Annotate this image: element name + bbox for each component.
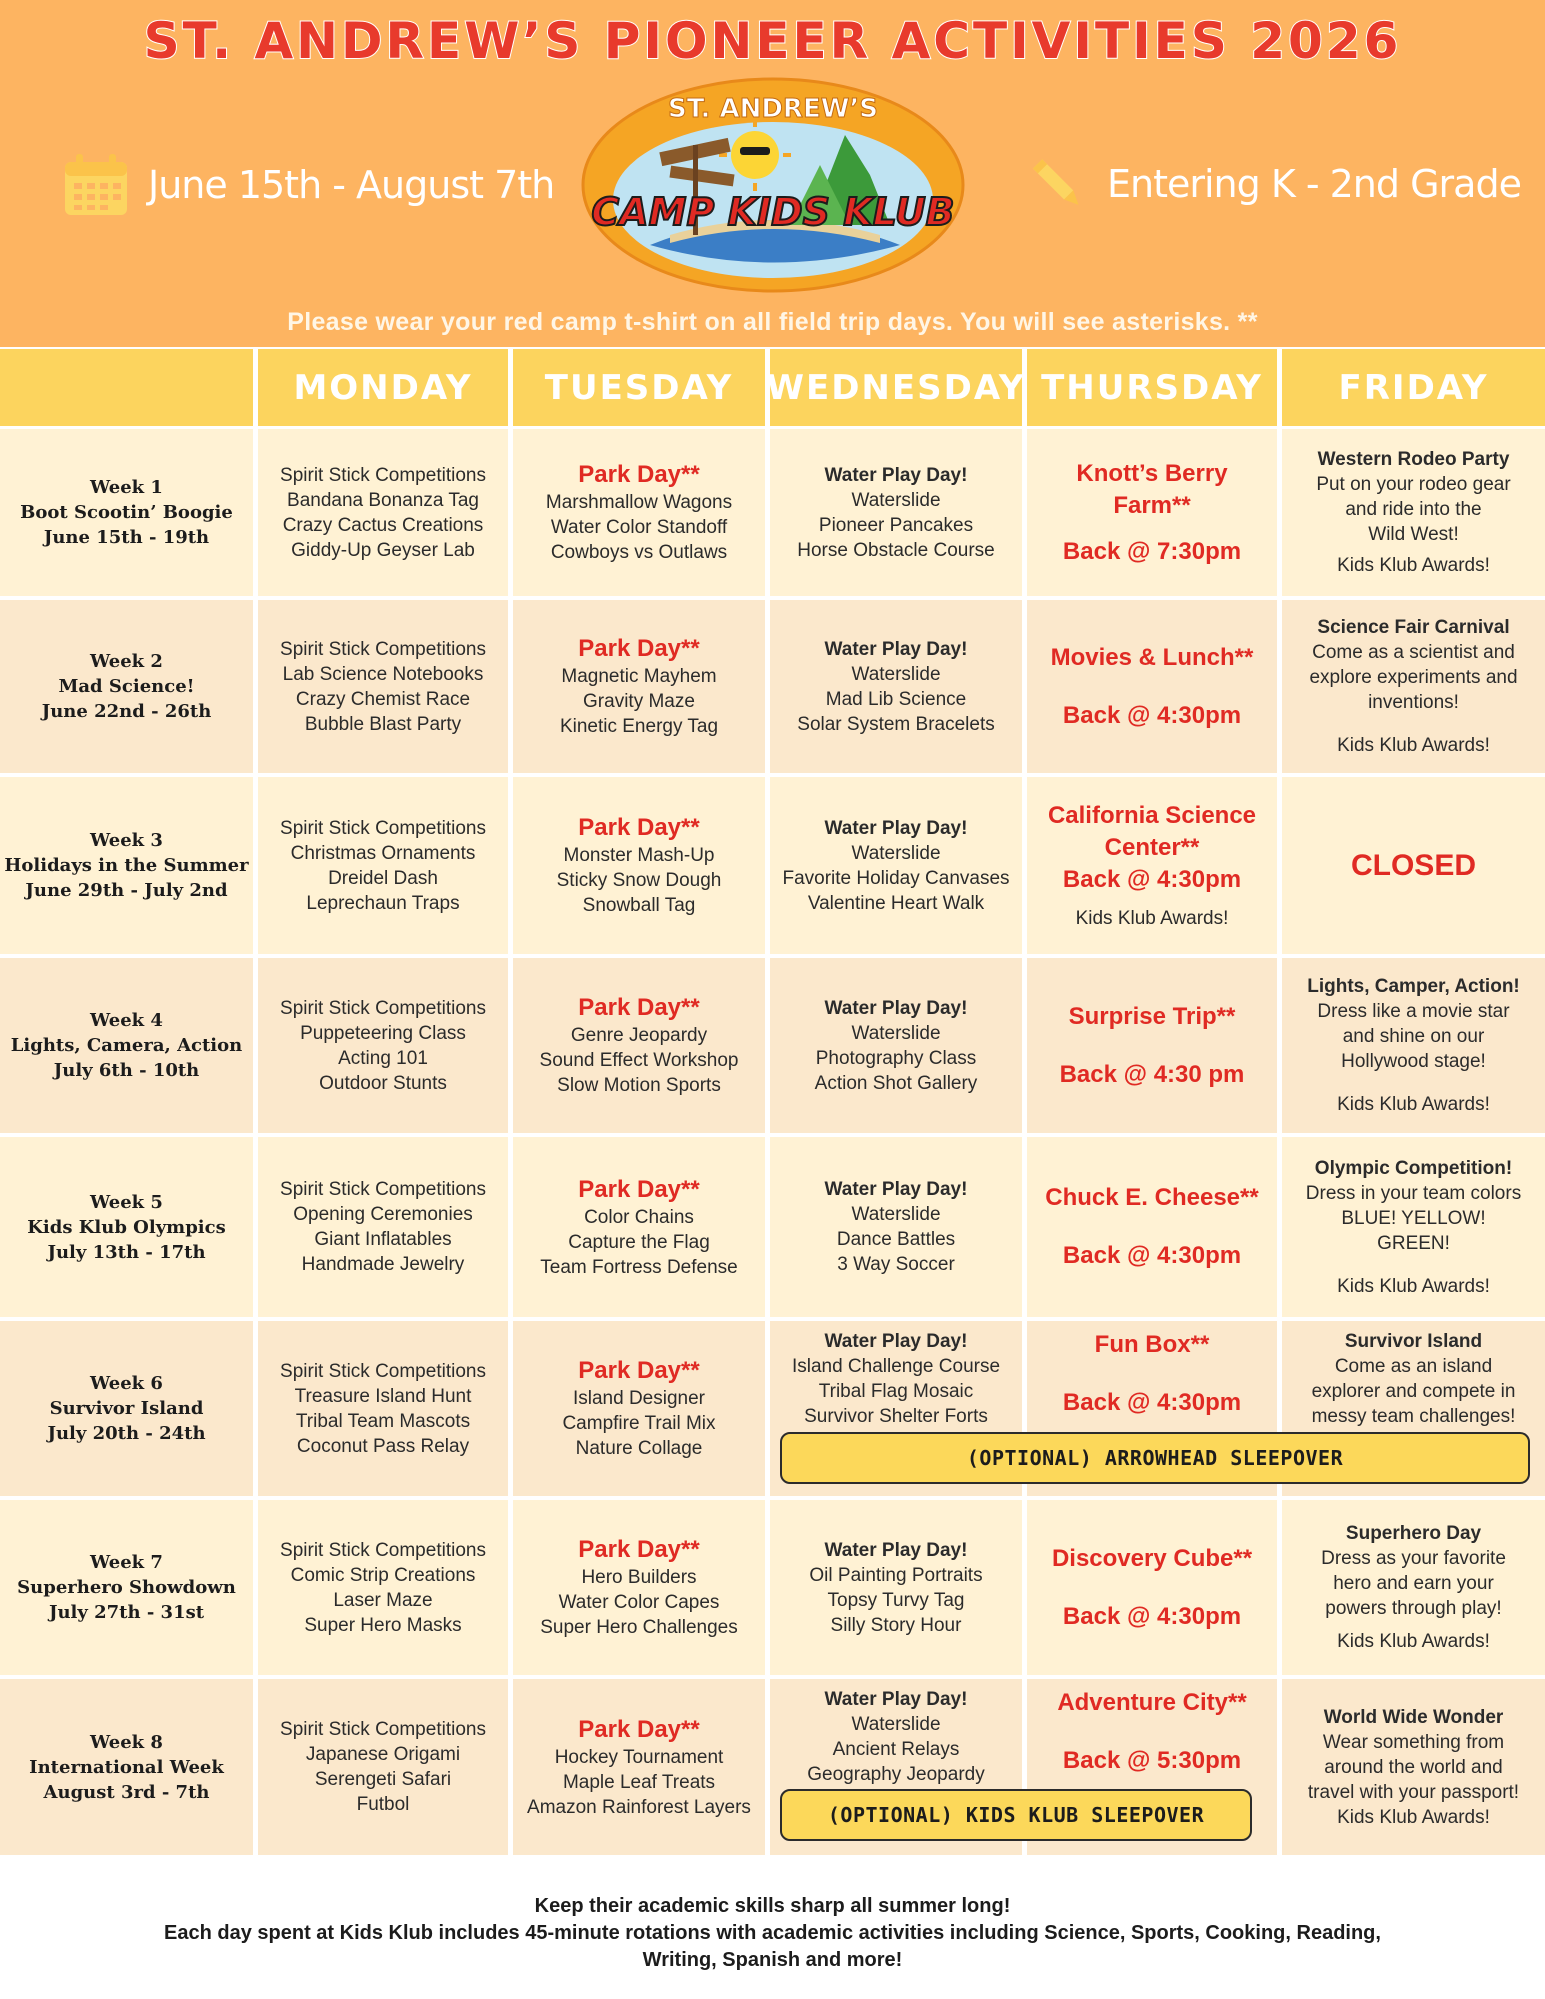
footer-line: Each day spent at Kids Klub includes 45-minute rotations with academic activities including Science, Sports, Cooking, Reading, xyxy=(164,1922,1381,1944)
week-dates: June 29th - July 2nd xyxy=(25,880,228,901)
tuesday-cell xyxy=(513,600,765,773)
activity: Spirit Stick Competitions xyxy=(280,638,486,660)
friday-line: Put on your rodeo gear xyxy=(1316,474,1511,495)
activity: 3 Way Soccer xyxy=(837,1254,955,1275)
awards-label: Kids Klub Awards! xyxy=(1337,1094,1490,1115)
activity: Treasure Island Hunt xyxy=(294,1385,472,1407)
activity: Island Designer xyxy=(572,1388,706,1409)
field-trip-label: Discovery Cube** xyxy=(1051,1544,1253,1572)
tuesday-cell xyxy=(513,429,765,596)
field-trip-label: Fun Box** xyxy=(1094,1331,1210,1358)
awards-label: Kids Klub Awards! xyxy=(1337,1631,1490,1652)
activity: Waterslide xyxy=(851,842,941,864)
camp-kids-klub-logo xyxy=(580,75,966,295)
arrowhead-sleepover-banner: (OPTIONAL) ARROWHEAD SLEEPOVER xyxy=(780,1432,1530,1484)
activity: Magnetic Mayhem xyxy=(561,666,717,687)
activity: Coconut Pass Relay xyxy=(296,1435,470,1457)
day-header-monday: MONDAY xyxy=(258,349,508,426)
awards-label: Kids Klub Awards! xyxy=(1337,735,1490,756)
week-dates: July 6th - 10th xyxy=(53,1060,200,1081)
activity: Solar System Bracelets xyxy=(797,713,995,735)
week-theme: Kids Klub Olympics xyxy=(27,1216,226,1238)
activity: Bubble Blast Party xyxy=(304,713,462,735)
activity: Lab Science Notebooks xyxy=(282,663,484,685)
week-dates: August 3rd - 7th xyxy=(43,1781,210,1803)
page-title: ST. ANDREW’S PIONEER ACTIVITIES 2026 xyxy=(143,12,1402,70)
week-number: Week 4 xyxy=(90,1010,163,1031)
activity: Favorite Holiday Canvases xyxy=(782,867,1010,889)
activity: Super Hero Challenges xyxy=(540,1617,738,1638)
friday-line: Hollywood stage! xyxy=(1341,1051,1486,1072)
week-label xyxy=(0,1679,253,1855)
activity: Crazy Chemist Race xyxy=(295,688,471,710)
activity: Genre Jeopardy xyxy=(570,1025,708,1046)
activity: Super Hero Masks xyxy=(304,1614,462,1636)
thursday-cell xyxy=(1027,958,1277,1133)
activity: Tribal Flag Mosaic xyxy=(818,1381,974,1402)
awards-label: Kids Klub Awards! xyxy=(1337,1806,1490,1828)
friday-title: Lights, Camper, Action! xyxy=(1307,976,1520,997)
awards-label: Kids Klub Awards! xyxy=(1337,555,1490,576)
tuesday-cell xyxy=(513,1137,765,1317)
thursday-cell xyxy=(1027,1137,1277,1317)
activity: Christmas Ornaments xyxy=(290,842,476,864)
week-dates: July 13th - 17th xyxy=(47,1241,206,1263)
activity: Cowboys vs Outlaws xyxy=(550,542,728,563)
kids-klub-sleepover-banner: (OPTIONAL) KIDS KLUB SLEEPOVER xyxy=(780,1789,1252,1841)
week-label xyxy=(0,600,253,773)
activity: Bandana Bonanza Tag xyxy=(287,489,479,511)
week-dates: July 27th - 31st xyxy=(48,1602,205,1623)
activity: Comic Strip Creations xyxy=(290,1564,476,1586)
friday-line: Dress as your favorite xyxy=(1321,1548,1506,1569)
return-time: Back @ 4:30pm xyxy=(1062,1602,1242,1630)
monday-cell xyxy=(258,600,508,773)
week-label xyxy=(0,958,253,1133)
friday-line: and ride into the xyxy=(1345,499,1482,520)
activity: Nature Collage xyxy=(575,1438,703,1459)
activity: Slow Motion Sports xyxy=(557,1075,721,1096)
friday-line: inventions! xyxy=(1368,692,1459,713)
week-theme: Holidays in the Summer xyxy=(4,855,249,876)
return-time: Back @ 5:30pm xyxy=(1062,1747,1242,1774)
date-range-text: June 15th - August 7th xyxy=(148,163,555,207)
activity: Giant Inflatables xyxy=(314,1229,452,1250)
thursday-cell xyxy=(1027,600,1277,773)
activity: Monster Mash-Up xyxy=(563,845,715,866)
friday-cell xyxy=(1282,958,1545,1133)
tuesday-cell xyxy=(513,1500,765,1675)
water-play-label: Water Play Day! xyxy=(824,638,968,660)
return-time: Back @ 4:30pm xyxy=(1062,1242,1242,1269)
header-banner xyxy=(0,0,1545,347)
field-trip-label: California Science xyxy=(1047,802,1257,829)
week-theme: Lights, Camera, Action xyxy=(10,1035,243,1056)
footer-line: Writing, Spanish and more! xyxy=(642,1949,903,1971)
week-theme: International Week xyxy=(29,1756,224,1778)
activity: Leprechaun Traps xyxy=(306,892,460,914)
wednesday-cell xyxy=(770,1137,1022,1317)
week-theme: Mad Science! xyxy=(58,676,195,697)
activity: Dreidel Dash xyxy=(328,867,438,889)
activity: Amazon Rainforest Layers xyxy=(527,1796,751,1818)
friday-cell xyxy=(1282,429,1545,596)
friday-cell xyxy=(1282,777,1545,954)
park-day-label: Park Day** xyxy=(578,1175,700,1203)
tuesday-cell xyxy=(513,777,765,954)
activity: Survivor Shelter Forts xyxy=(804,1406,988,1427)
week-dates: July 20th - 24th xyxy=(47,1423,206,1444)
activity: Valentine Heart Walk xyxy=(807,892,985,914)
activity: Gravity Maze xyxy=(583,691,695,712)
activity: Pioneer Pancakes xyxy=(818,514,974,536)
logo-top-text: ST. ANDREW’S xyxy=(668,94,878,124)
park-day-label: Park Day** xyxy=(578,1536,700,1563)
activity: Geography Jeopardy xyxy=(807,1764,985,1785)
activity: Spirit Stick Competitions xyxy=(280,1360,486,1382)
activity: Waterslide xyxy=(851,663,941,685)
day-header-wednesday: WEDNESDAY xyxy=(770,349,1022,426)
week-number: Week 7 xyxy=(90,1552,163,1573)
monday-cell xyxy=(258,1137,508,1317)
activity: Spirit Stick Competitions xyxy=(280,817,486,839)
week-dates: June 15th - 19th xyxy=(43,527,210,548)
park-day-label: Park Day** xyxy=(578,461,700,488)
awards-label: Kids Klub Awards! xyxy=(1075,908,1229,929)
park-day-label: Park Day** xyxy=(578,635,700,662)
friday-line: around the world and xyxy=(1324,1756,1503,1778)
field-trip-label: Knott’s Berry Farm** xyxy=(1076,459,1228,519)
wednesday-cell xyxy=(770,777,1022,954)
activity: Color Chains xyxy=(584,1206,694,1228)
activity: Handmade Jewelry xyxy=(301,1254,465,1275)
park-day-label: Park Day** xyxy=(578,1715,700,1743)
activity: Outdoor Stunts xyxy=(319,1072,447,1094)
return-time: Back @ 4:30pm xyxy=(1062,866,1242,893)
week-number: Week 3 xyxy=(90,830,163,851)
friday-cell xyxy=(1282,1500,1545,1675)
field-trip-label: Center** xyxy=(1104,834,1200,861)
activity: Team Fortress Defense xyxy=(540,1256,738,1278)
friday-title: Western Rodeo Party xyxy=(1317,449,1510,470)
closed-label: CLOSED xyxy=(1350,849,1476,882)
return-time: Back @ 7:30pm xyxy=(1062,537,1242,565)
park-day-label: Park Day** xyxy=(578,814,700,841)
date-range xyxy=(62,152,554,218)
wednesday-cell xyxy=(770,1500,1022,1675)
activity: Acting 101 xyxy=(338,1047,428,1069)
water-play-label: Water Play Day! xyxy=(824,1331,968,1352)
activity: Spirit Stick Competitions xyxy=(280,1179,486,1200)
friday-line: GREEN! xyxy=(1377,1232,1450,1254)
thursday-cell xyxy=(1027,777,1277,954)
friday-line: powers through play! xyxy=(1325,1598,1502,1619)
tshirt-notice: Please wear your red camp t-shirt on all field trip days. You will see asterisks. ** xyxy=(287,308,1258,336)
activity: Waterslide xyxy=(851,1204,941,1225)
day-header-row xyxy=(0,349,1545,429)
friday-title: World Wide Wonder xyxy=(1323,1706,1504,1728)
friday-line: and shine on our xyxy=(1342,1026,1485,1047)
friday-cell xyxy=(1282,1137,1545,1317)
grade-range xyxy=(1025,152,1521,216)
activity: Topsy Turvy Tag xyxy=(827,1589,965,1611)
activity: Opening Ceremonies xyxy=(293,1204,473,1225)
logo-main-text: CAMP KIDS KLUB xyxy=(591,190,955,234)
week-number: Week 6 xyxy=(90,1373,163,1394)
monday-cell xyxy=(258,1500,508,1675)
activity: Tribal Team Mascots xyxy=(295,1410,471,1432)
monday-cell xyxy=(258,1679,508,1855)
activity: Waterslide xyxy=(851,1714,941,1735)
water-play-label: Water Play Day! xyxy=(824,997,968,1019)
return-time: Back @ 4:30pm xyxy=(1062,701,1242,729)
park-day-label: Park Day** xyxy=(578,994,700,1021)
water-play-label: Water Play Day! xyxy=(824,1179,968,1200)
friday-line: Dress like a movie star xyxy=(1317,1001,1510,1022)
friday-cell xyxy=(1282,1679,1545,1855)
day-header-tuesday: TUESDAY xyxy=(513,349,765,426)
activity: Serengeti Safari xyxy=(314,1769,452,1790)
friday-title: Olympic Competition! xyxy=(1314,1157,1513,1179)
activity: Silly Story Hour xyxy=(830,1614,962,1636)
activity: Island Challenge Course xyxy=(791,1356,1001,1377)
week-number: Week 1 xyxy=(90,477,163,498)
activity: Puppeteering Class xyxy=(300,1022,466,1044)
day-header-friday: FRIDAY xyxy=(1282,349,1545,426)
friday-line: messy team challenges! xyxy=(1311,1406,1516,1427)
wednesday-cell xyxy=(770,429,1022,596)
friday-line: Wear something from xyxy=(1322,1731,1505,1753)
friday-line: hero and earn your xyxy=(1333,1573,1494,1594)
friday-line: travel with your passport! xyxy=(1307,1781,1520,1803)
week-label xyxy=(0,1321,253,1496)
field-trip-label: Surprise Trip** xyxy=(1068,1002,1236,1030)
activity: Hero Builders xyxy=(581,1567,697,1588)
activity: Sound Effect Workshop xyxy=(539,1050,739,1071)
friday-line: Come as a scientist and xyxy=(1312,642,1515,663)
monday-cell xyxy=(258,429,508,596)
week-number: Week 8 xyxy=(90,1731,163,1753)
corner-cell xyxy=(0,349,253,426)
thursday-cell xyxy=(1027,429,1277,596)
activity: Marshmallow Wagons xyxy=(545,492,733,513)
activity: Spirit Stick Competitions xyxy=(280,1539,486,1561)
friday-line: Wild West! xyxy=(1368,524,1459,545)
week-label xyxy=(0,1137,253,1317)
activity: Spirit Stick Competitions xyxy=(280,997,486,1019)
friday-title: Science Fair Carnival xyxy=(1317,617,1510,638)
activity: Capture the Flag xyxy=(568,1231,710,1253)
grade-range-text: Entering K - 2nd Grade xyxy=(1107,162,1521,206)
friday-title: Superhero Day xyxy=(1345,1523,1482,1544)
return-time: Back @ 4:30pm xyxy=(1062,1389,1242,1416)
activity: Crazy Cactus Creations xyxy=(282,514,484,536)
friday-line: BLUE! YELLOW! xyxy=(1341,1207,1486,1229)
activity: Mad Lib Science xyxy=(825,688,967,710)
activity: Snowball Tag xyxy=(582,895,696,916)
week-label xyxy=(0,429,253,596)
activity: Spirit Stick Competitions xyxy=(280,464,486,486)
activity: Maple Leaf Treats xyxy=(562,1771,716,1793)
monday-cell xyxy=(258,777,508,954)
monday-cell xyxy=(258,1321,508,1496)
tuesday-cell xyxy=(513,1321,765,1496)
activity: Hockey Tournament xyxy=(554,1746,724,1768)
field-trip-label: Chuck E. Cheese** xyxy=(1045,1184,1259,1211)
week-theme: Survivor Island xyxy=(49,1398,204,1419)
thursday-cell xyxy=(1027,1500,1277,1675)
awards-label: Kids Klub Awards! xyxy=(1337,1275,1490,1297)
water-play-label: Water Play Day! xyxy=(824,464,968,486)
friday-title: Survivor Island xyxy=(1344,1331,1483,1352)
week-number: Week 2 xyxy=(90,651,163,672)
activity: Spirit Stick Competitions xyxy=(280,1719,486,1740)
pencil-icon xyxy=(1025,152,1089,216)
water-play-label: Water Play Day! xyxy=(824,1539,968,1561)
activity: Dance Battles xyxy=(836,1229,956,1250)
activity: Action Shot Gallery xyxy=(814,1072,978,1094)
activity: Laser Maze xyxy=(333,1589,433,1611)
activity: Giddy-Up Geyser Lab xyxy=(291,539,475,561)
activity: Ancient Relays xyxy=(832,1739,960,1760)
week-dates: June 22nd - 26th xyxy=(41,701,212,722)
week-theme: Superhero Showdown xyxy=(17,1577,236,1598)
week-theme: Boot Scootin’ Boogie xyxy=(20,502,233,523)
wednesday-cell xyxy=(770,958,1022,1133)
week-label xyxy=(0,777,253,954)
tuesday-cell xyxy=(513,1679,765,1855)
activity: Water Color Capes xyxy=(558,1592,720,1613)
activity: Campfire Trail Mix xyxy=(562,1413,716,1434)
activity: Sticky Snow Dough xyxy=(556,870,722,891)
friday-line: Come as an island xyxy=(1334,1356,1493,1377)
week-label xyxy=(0,1500,253,1675)
activity: Horse Obstacle Course xyxy=(797,539,995,561)
return-time: Back @ 4:30 pm xyxy=(1059,1060,1245,1088)
park-day-label: Park Day** xyxy=(578,1357,700,1384)
activity: Japanese Origami xyxy=(305,1744,461,1765)
field-trip-label: Adventure City** xyxy=(1057,1689,1247,1716)
activity: Oil Painting Portraits xyxy=(809,1564,983,1586)
footer-line: Keep their academic skills sharp all summer long! xyxy=(534,1895,1011,1917)
friday-cell xyxy=(1282,600,1545,773)
footer-note xyxy=(0,1893,1545,1974)
tuesday-cell xyxy=(513,958,765,1133)
activity: Kinetic Energy Tag xyxy=(559,716,719,737)
activity: Photography Class xyxy=(815,1047,977,1069)
friday-line: explorer and compete in xyxy=(1311,1381,1516,1402)
activity: Futbol xyxy=(356,1794,410,1815)
activity: Water Color Standoff xyxy=(550,517,728,538)
day-header-thursday: THURSDAY xyxy=(1027,349,1277,426)
wednesday-cell xyxy=(770,600,1022,773)
friday-line: Dress in your team colors xyxy=(1305,1182,1522,1204)
calendar-icon xyxy=(62,152,130,218)
friday-line: explore experiments and xyxy=(1309,667,1518,688)
field-trip-label: Movies & Lunch** xyxy=(1050,643,1254,671)
activity: Waterslide xyxy=(851,1022,941,1044)
water-play-label: Water Play Day! xyxy=(824,817,968,839)
monday-cell xyxy=(258,958,508,1133)
week-number: Week 5 xyxy=(90,1191,163,1213)
water-play-label: Water Play Day! xyxy=(824,1689,968,1710)
activity: Waterslide xyxy=(851,489,941,511)
